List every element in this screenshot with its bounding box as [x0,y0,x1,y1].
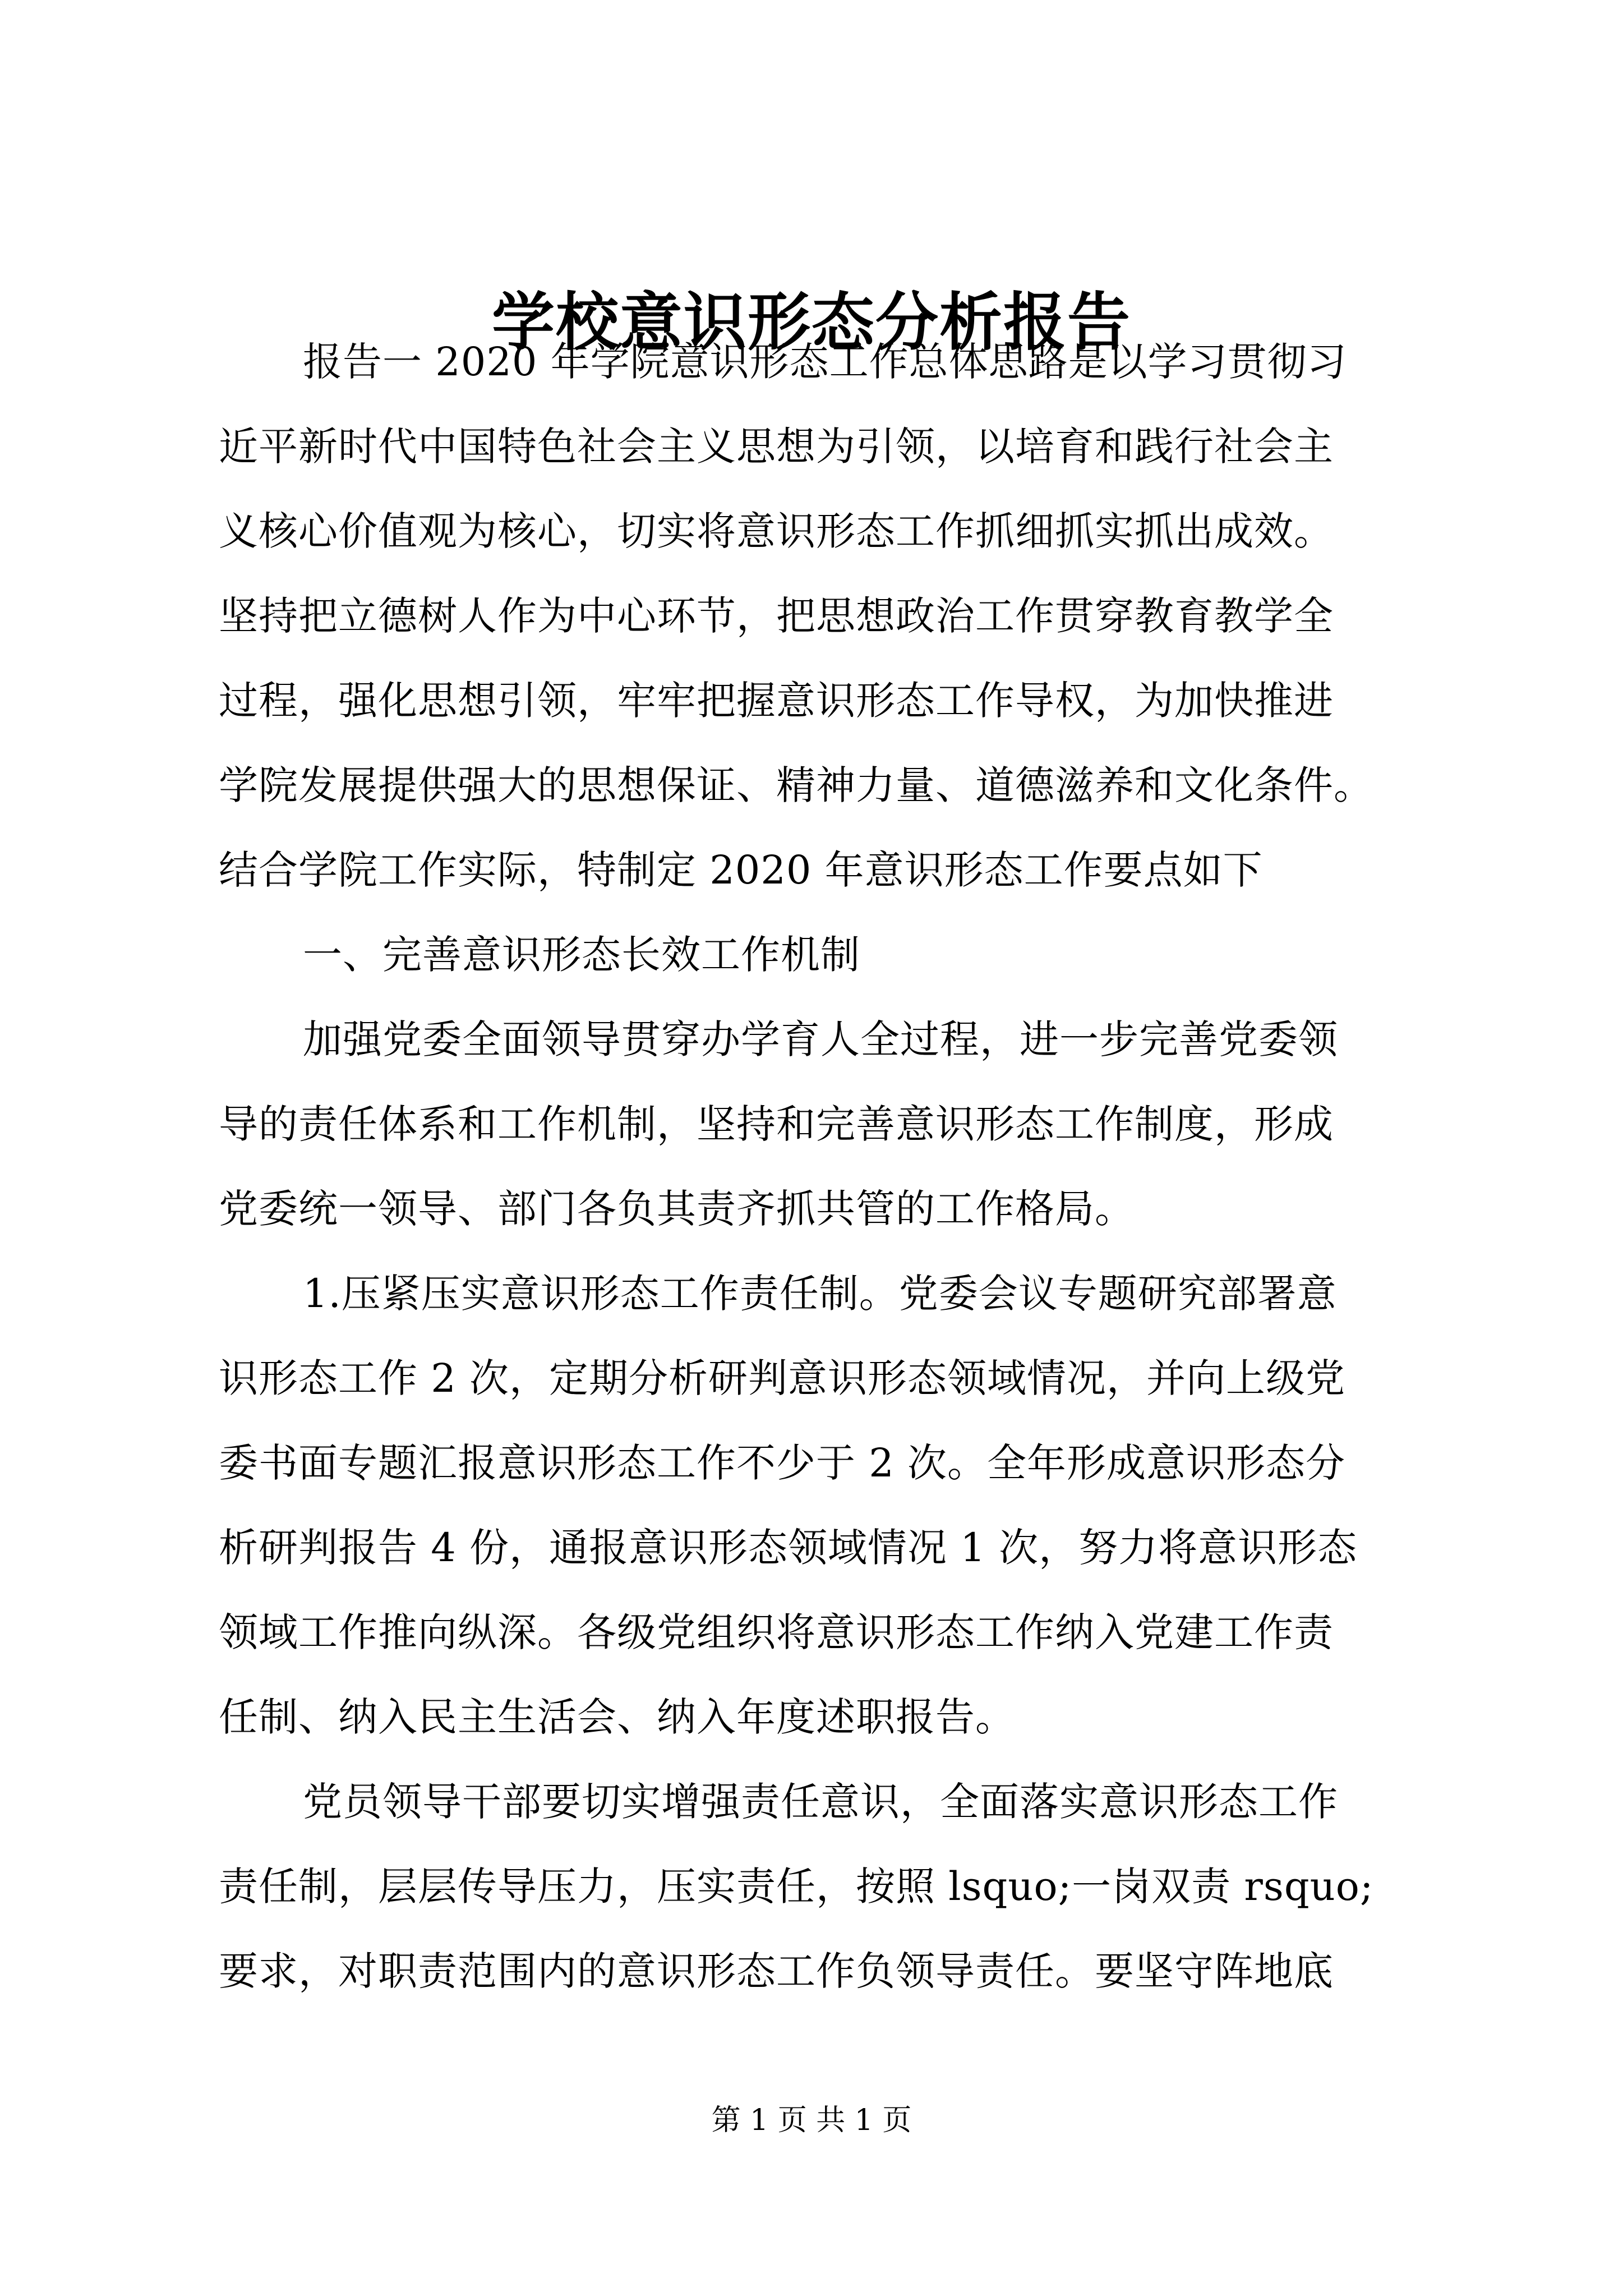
paragraph-line: 委书面专题汇报意识形态工作不少于 2 次。全年形成意识形态分 [219,1440,1346,1486]
paragraph-line: 责任制，层层传导压力，压实责任，按照 lsquo;一岗双责 rsquo; [219,1864,1374,1910]
paragraph-line: 领域工作推向纵深。各级党组织将意识形态工作纳入党建工作责 [219,1609,1334,1655]
paragraph-line: 学院发展提供强大的思想保证、精神力量、道德滋养和文化条件。 [219,762,1373,808]
paragraph-line: 1.压紧压实意识形态工作责任制。党委会议专题研究部署意 [303,1271,1337,1317]
paragraph-line: 任制、纳入民主生活会、纳入年度述职报告。 [219,1694,1015,1740]
paragraph-line: 报告一 2020 年学院意识形态工作总体思路是以学习贯彻习 [303,339,1347,385]
section-heading: 一、完善意识形态长效工作机制 [303,932,860,978]
paragraph-line: 党委统一领导、部门各负其责齐抓共管的工作格局。 [219,1186,1135,1232]
paragraph-line: 结合学院工作实际，特制定 2020 年意识形态工作要点如下 [219,847,1263,893]
paragraph-line: 要求，对职责范围内的意识形态工作负领导责任。要坚守阵地底 [219,1948,1334,1994]
paragraph-line: 过程，强化思想引领，牢牢把握意识形态工作导权，为加快推进 [219,678,1334,724]
paragraph-line: 识形态工作 2 次，定期分析研判意识形态领域情况，并向上级党 [219,1355,1346,1401]
paragraph-line: 加强党委全面领导贯穿办学育人全过程，进一步完善党委领 [303,1016,1338,1062]
document-title: 学校意识形态分析报告 [492,286,1131,359]
paragraph-line: 近平新时代中国特色社会主义思想为引领，以培育和践行社会主 [219,424,1334,470]
page-footer: 第 1 页 共 1 页 [711,2104,912,2137]
paragraph-line: 导的责任体系和工作机制，坚持和完善意识形态工作制度，形成 [219,1101,1334,1147]
paragraph-line: 义核心价值观为核心，切实将意识形态工作抓细抓实抓出成效。 [219,508,1334,554]
paragraph-line: 党员领导干部要切实增强责任意识，全面落实意识形态工作 [303,1779,1338,1825]
paragraph-line: 析研判报告 4 份，通报意识形态领域情况 1 次，努力将意识形态 [219,1525,1358,1571]
paragraph-line: 坚持把立德树人作为中心环节，把思想政治工作贯穿教育教学全 [219,593,1334,639]
